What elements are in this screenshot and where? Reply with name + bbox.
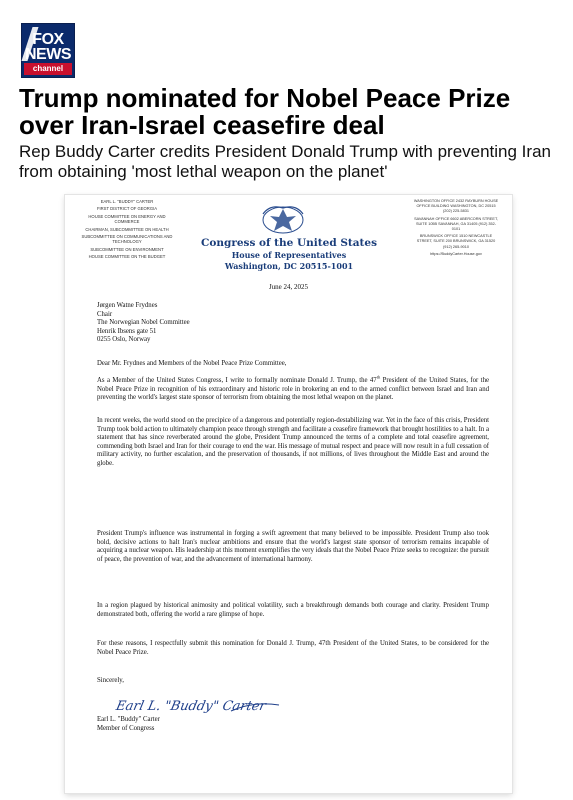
paragraph-1 [97, 374, 489, 403]
letterhead-right [412, 199, 500, 259]
recipient-line: The Norwegian Nobel Committee [97, 319, 190, 326]
letterhead-right-line: BRUNSWICK OFFICE 1510 NEWCASTLE STREET, SUITE 200 BRUNSWICK, GA 31520 (912) 265-9010 [416, 234, 496, 249]
letterhead-left [77, 199, 177, 262]
letterhead-right-line: SAVANNAH OFFICE 6602 ABERCORN STREET, SUITE 105B SAVANNAH, GA 31405 (912) 352-0101 [414, 216, 498, 232]
letterhead-left-line: SUBCOMMITTEE ON COMMUNICATIONS AND TECHNOLOGY [81, 234, 173, 245]
house-seal-icon [255, 199, 311, 239]
signature [113, 693, 283, 717]
closing: Sincerely, [97, 677, 124, 684]
signature-text: Earl L. "Buddy" Carter [114, 699, 268, 714]
recipient-line: Henrik Ibsens gate 51 [97, 327, 157, 335]
paragraph-3: President Trump's influence was instrumental in forging a swift agreement that many believed to be impossible. President Trump also took bold, decisive actions to halt Iran's nuclear ambitions and ensure that the world's largest state sponsor of terrorism remains incapable of acquiring a nuclear weapon. His leadership at this moment exemplifies the very ideals that the Nobel Peace Prize seeks to recognize: the pursuit of peace, the prevention of war, and the advancement of international harmony. [97, 530, 489, 563]
recipient-line: Jørgen Watne Frydnes [97, 302, 158, 309]
paragraph-1-text-a: As a Member of the United States Congress, I write to formally nominate Donald J. Trump, the 47 [97, 377, 377, 384]
signer-name: Earl L. "Buddy" Carter [97, 716, 160, 723]
letterhead-left-line: FIRST DISTRICT OF GEORGIA [96, 206, 158, 212]
logo-text-channel: channel [24, 63, 72, 75]
subheadline: Rep Buddy Carter credits President Donald Trump with preventing Iran from obtaining 'most lethal weapon on the planet' [19, 142, 551, 181]
paragraph-1-text-b: President of the United States, for the Nobel Peace Prize in recognition of his extraordinary and historic role in brokering an end to the armed conflict between Israel and Iran and preventing the world's largest state sponsor of terrorism from obtaining the most lethal weapon on the planet. [97, 377, 489, 402]
masthead-city: Washington, DC 20515-1001 [224, 261, 354, 271]
paragraph-5: For these reasons, I respectfully submit this nomination for Donald J. Trump, 47th President of the United States, to be considered for the Nobel Peace Prize. [97, 640, 489, 656]
logo-text-fox: FOX [32, 31, 64, 48]
paragraph-4: In a region plagued by historical animosity and political volatility, such a breakthrough demands both courage and clarity. President Trump demonstrated both, offering the world a rare glimpse of hope. [97, 602, 489, 618]
recipient-line: Chair [97, 310, 113, 318]
letterhead-left-line: CHAIRMAN, SUBCOMMITTEE ON HEALTH [85, 226, 169, 232]
signer-block [97, 716, 489, 733]
salutation: Dear Mr. Frydnes and Members of the Nobel Peace Prize Committee, [97, 360, 287, 367]
letter-date: June 24, 2025 [268, 283, 309, 291]
recipient-address [97, 302, 489, 345]
masthead-congress: Congress of the United States [200, 237, 377, 249]
paragraph-2: In recent weeks, the world stood on the precipice of a dangerous and potentially region-destabilizing war. Yet in the face of this crisis, President Trump took bold action to ultimately champion peace through strength and facilitate a ceasefire framework that brought hostilities to a halt. In a statement that has since reverberated around the globe, President Trump announced the terms of a complete and total ceasefire agreement, commending both Israel and Iran for their courage to end the war. His message of mutual respect and peace will now result in a full cessation of military activity, no further escalation, and the preservation of thousands, if not millions, of lives throughout the Middle East and around the globe. [97, 417, 489, 467]
letterhead-left-line: HOUSE COMMITTEE ON ENERGY AND COMMERCE [88, 213, 166, 225]
nomination-letter [65, 195, 512, 793]
recipient-line: 0255 Oslo, Norway [97, 336, 151, 343]
signer-title: Member of Congress [97, 724, 155, 732]
letter-masthead [179, 237, 399, 272]
logo-text-news: NEWS [25, 46, 71, 63]
letterhead-right-line: https://BuddyCarter.House.gov [430, 251, 482, 256]
headline: Trump nominated for Nobel Peace Prize over Iran-Israel ceasefire deal [19, 83, 511, 140]
letterhead-right-line: WASHINGTON OFFICE 2432 RAYBURN HOUSE OFFICE BUILDING WASHINGTON, DC 20515 (202) 225-5831 [413, 199, 499, 214]
letterhead-left-line: HOUSE COMMITTEE ON THE BUDGET [88, 254, 166, 260]
masthead-house: House of Representatives [231, 250, 347, 260]
letterhead-left-line: SUBCOMMITTEE ON ENVIRONMENT [90, 246, 164, 252]
letterhead-left-line: EARL L. "BUDDY" CARTER [100, 199, 154, 204]
paragraph-1-superscript: th [376, 374, 381, 380]
fox-news-logo [21, 23, 75, 78]
